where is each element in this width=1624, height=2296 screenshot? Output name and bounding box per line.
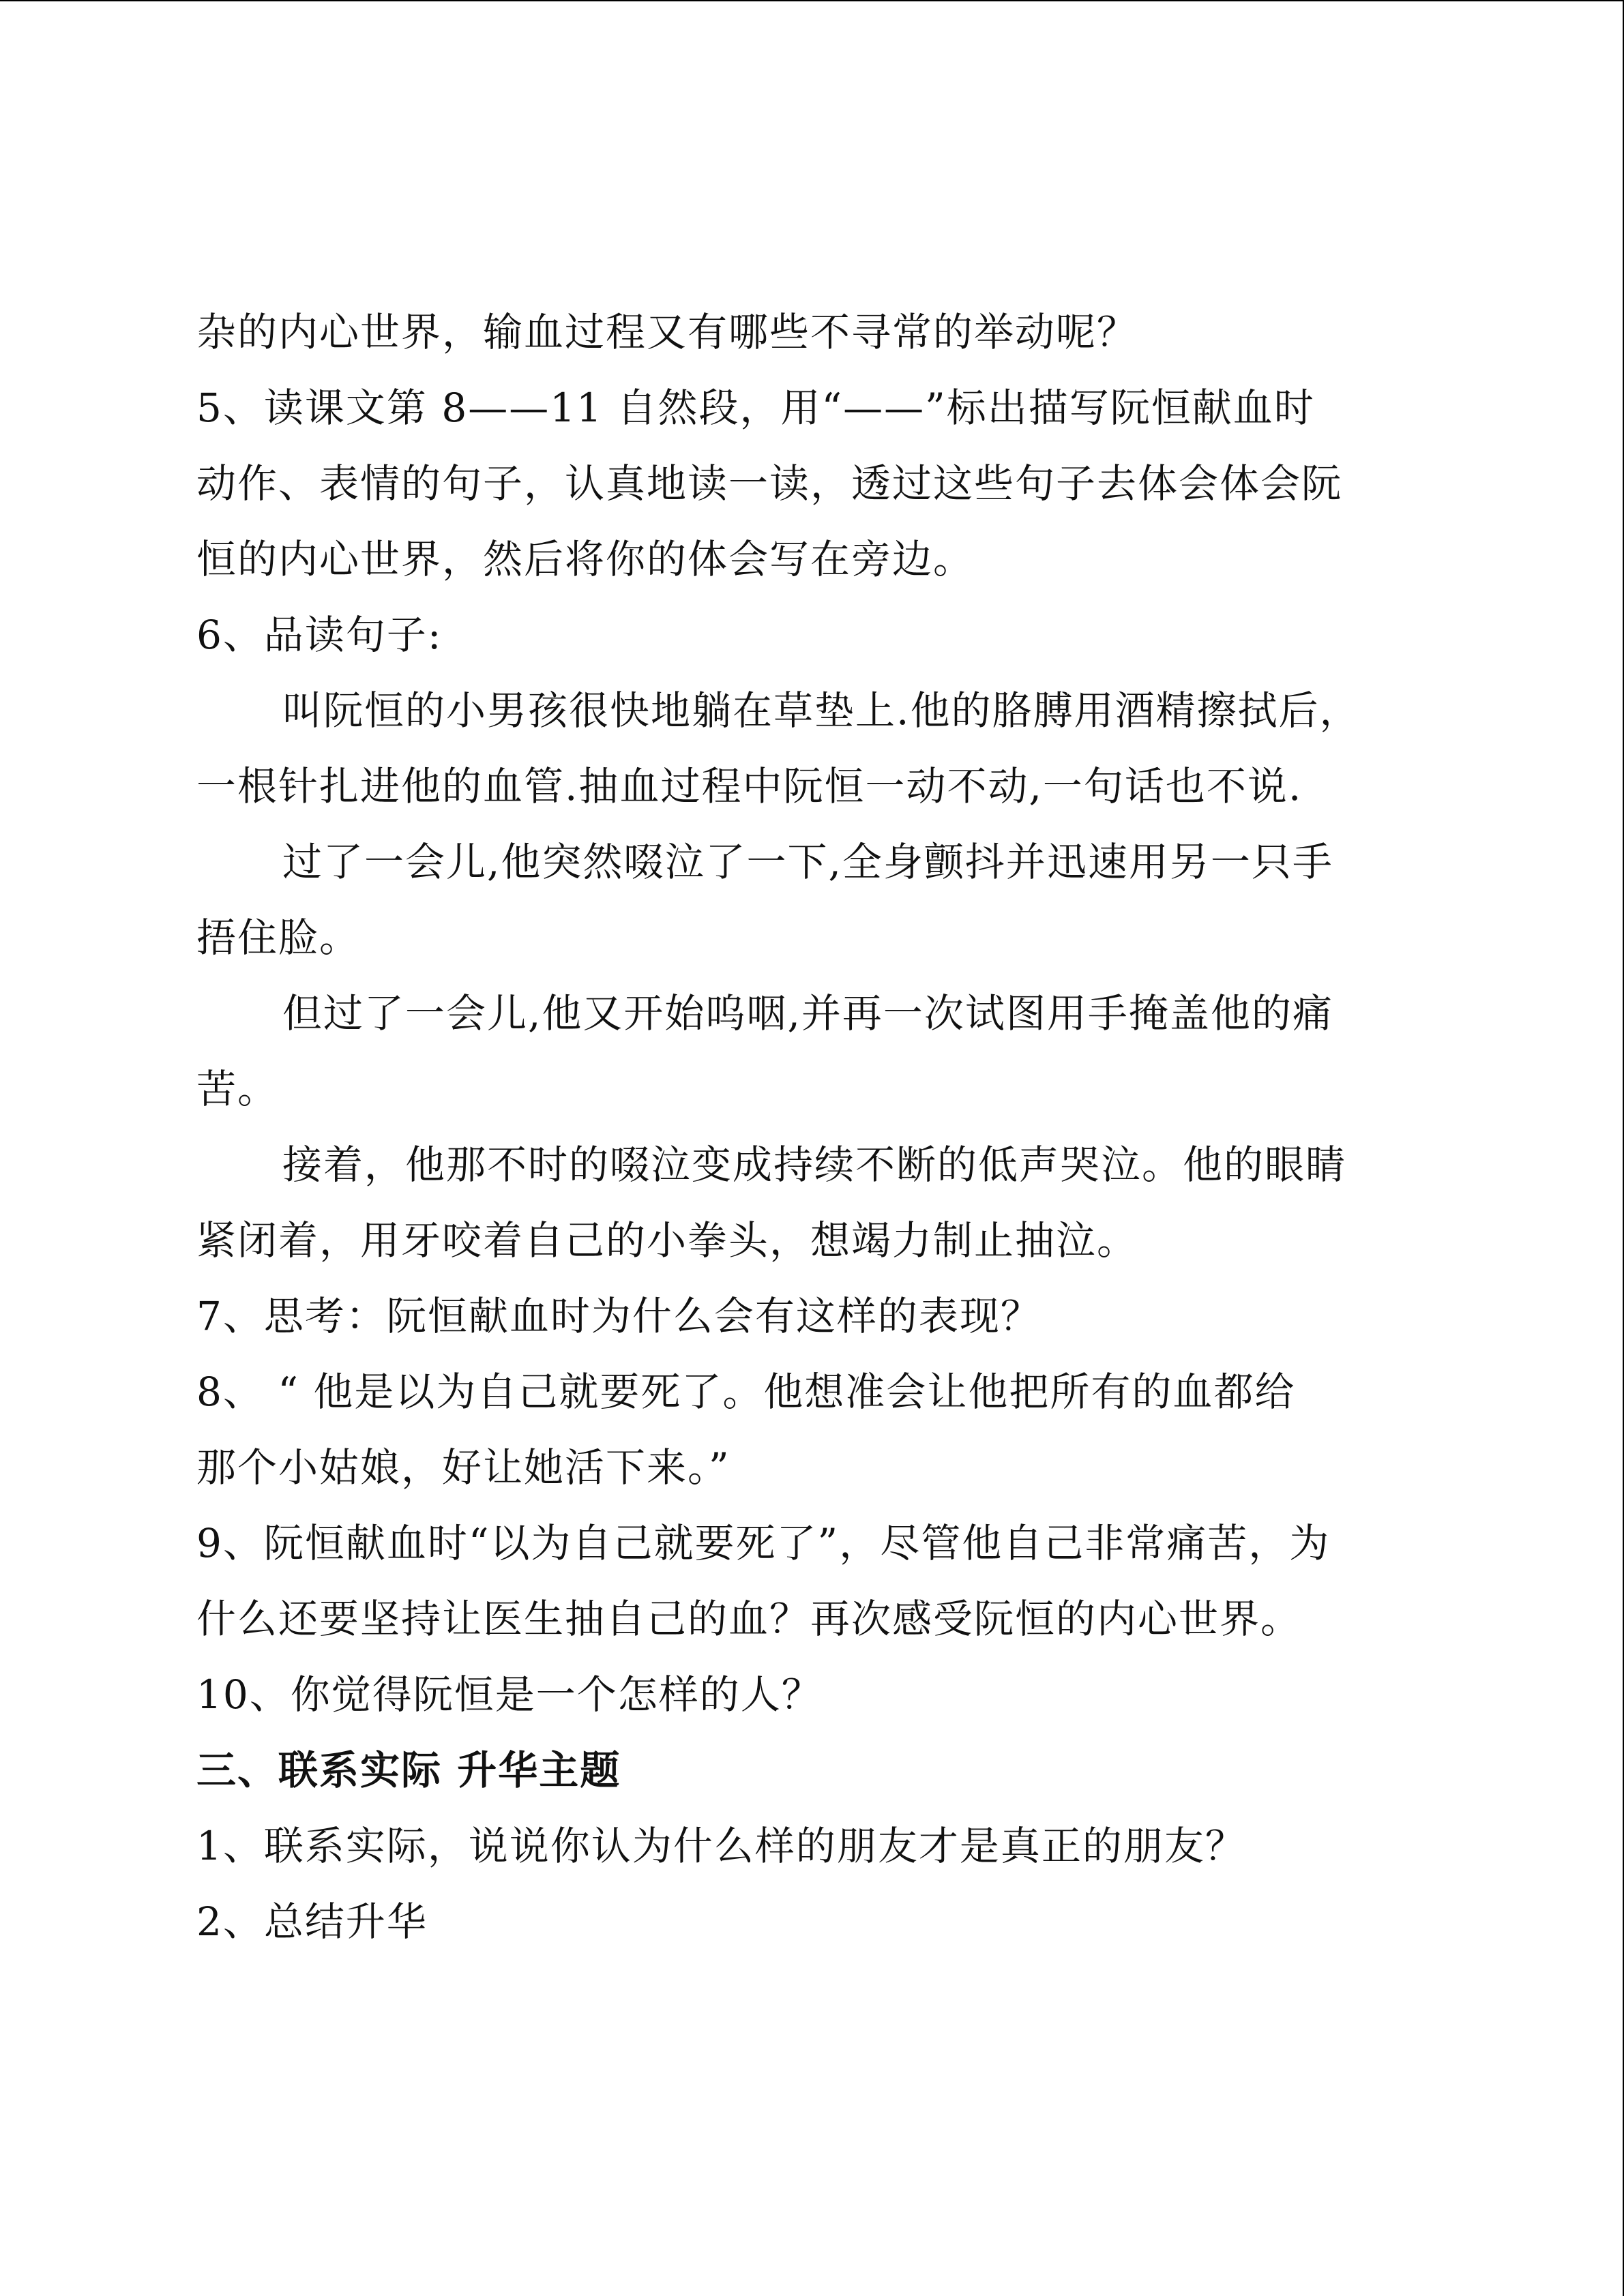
quoted-paragraph-line: 过了一会儿,他突然啜泣了一下,全身颤抖并迅速用另一只手 xyxy=(282,839,1333,885)
list-item-7: 7、思考：阮恒献血时为什么会有这样的表现？ xyxy=(196,1293,1042,1339)
document-body xyxy=(196,295,1431,1960)
list-item-8: 8、 “ 他是以为自己就要死了。他想准会让他把所有的血都给 xyxy=(196,1369,1296,1415)
text-line: 那个小姑娘，好让她活下来。” xyxy=(196,1444,730,1491)
quoted-paragraph-line: 苦。 xyxy=(196,1066,279,1112)
page-border-top xyxy=(0,0,1624,1)
list-item-2: 2、总结升华 xyxy=(196,1898,428,1945)
quoted-paragraph-line: 但过了一会儿,他又开始呜咽,并再一次试图用手掩盖他的痛 xyxy=(282,990,1333,1037)
quoted-paragraph-line: 捂住脸。 xyxy=(196,914,361,961)
list-item-10: 10、你觉得阮恒是一个怎样的人？ xyxy=(196,1671,823,1718)
text-line: 杂的内心世界，输血过程又有哪些不寻常的举动呢？ xyxy=(196,309,1138,355)
quoted-paragraph-line: 紧闭着，用牙咬着自己的小拳头，想竭力制止抽泣。 xyxy=(196,1217,1138,1264)
list-item-5: 5、读课文第 8——11 自然段，用“——”标出描写阮恒献血时 xyxy=(196,385,1315,431)
list-item-9: 9、阮恒献血时“以为自己就要死了”，尽管他自己非常痛苦，为 xyxy=(196,1520,1331,1566)
quoted-paragraph-line: 叫阮恒的小男孩很快地躺在草垫上.他的胳膊用酒精擦拭后， xyxy=(282,687,1361,734)
text-line: 什么还要坚持让医生抽自己的血？再次感受阮恒的内心世界。 xyxy=(196,1596,1302,1642)
text-line: 动作、表情的句子，认真地读一读，透过这些句子去体会体会阮 xyxy=(196,460,1343,507)
list-item-1: 1、联系实际，说说你认为什么样的朋友才是真正的朋友？ xyxy=(196,1823,1246,1869)
quoted-paragraph-line: 一根针扎进他的血管.抽血过程中阮恒一动不动,一句话也不说. xyxy=(196,763,1303,809)
quoted-paragraph-line: 接着，他那不时的啜泣变成持续不断的低声哭泣。他的眼睛 xyxy=(282,1142,1347,1188)
text-line: 恒的内心世界，然后将你的体会写在旁边。 xyxy=(196,536,975,582)
section-heading: 三、联系实际 升华主题 xyxy=(196,1747,621,1793)
list-item-6: 6、品读句子: xyxy=(196,612,443,658)
